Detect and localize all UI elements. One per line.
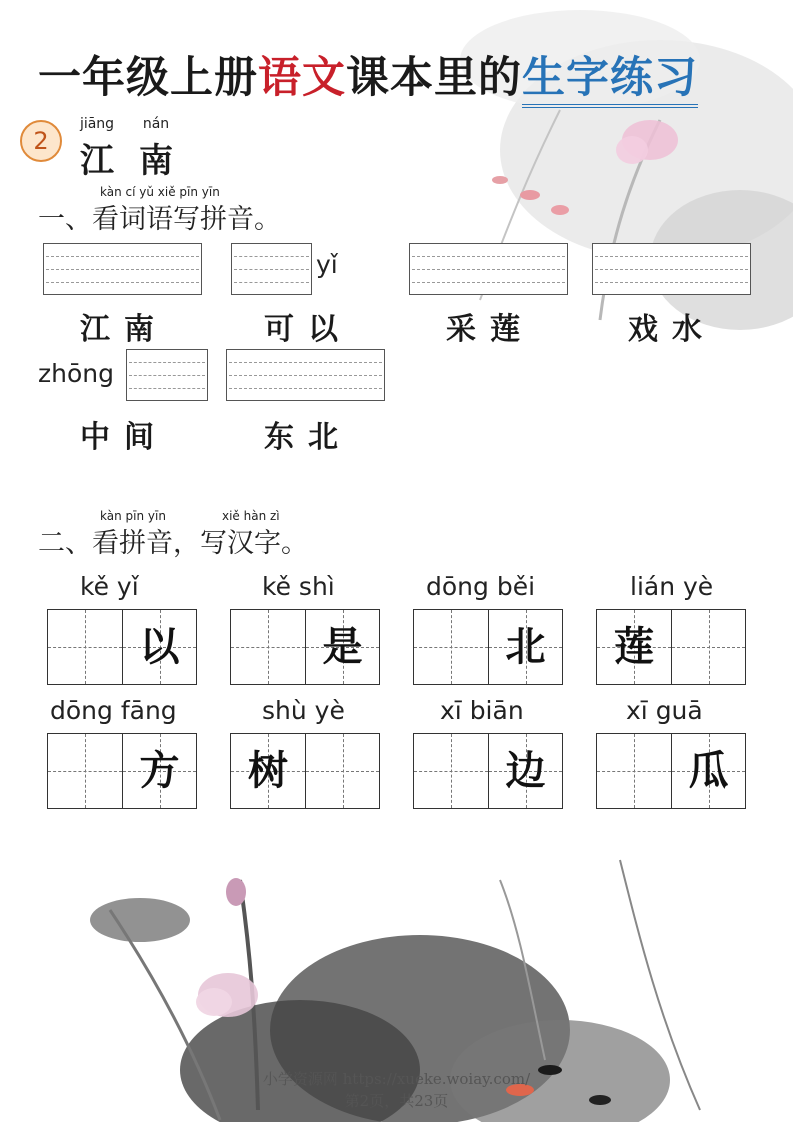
grid-char: 方	[139, 747, 180, 794]
section1-heading: 一、看词语写拼音。	[38, 204, 281, 235]
grid-char: 以	[139, 623, 180, 670]
page-title	[38, 44, 758, 104]
lesson-char-1: 江	[80, 141, 114, 181]
word-item: 江南	[80, 312, 168, 347]
grid-pinyin-label: kě shì	[262, 572, 335, 601]
grid-char: 莲	[614, 623, 654, 670]
section2-heading-pinyin-1: kàn pīn yīn	[100, 509, 166, 523]
word-item: 戏水	[628, 312, 716, 347]
pinyin-answer-box[interactable]	[409, 243, 568, 295]
tianzige-grid[interactable]	[596, 733, 746, 809]
title-part-1: 一年级上册	[38, 53, 258, 103]
grid-char	[231, 610, 305, 684]
grid-char	[414, 734, 488, 808]
title-part-4: 生字练习	[522, 52, 698, 108]
grid-char: 树	[248, 747, 288, 794]
tianzige-grid[interactable]	[413, 733, 563, 809]
pinyin-answer-box[interactable]	[226, 349, 385, 401]
page-footer	[0, 1068, 793, 1112]
tianzige-grid[interactable]	[596, 609, 746, 685]
pinyin-answer-box[interactable]	[43, 243, 202, 295]
grid-pinyin-label: kě yǐ	[80, 572, 139, 601]
grid-pinyin-label: xī biān	[440, 696, 524, 725]
title-part-3: 课本里的	[346, 53, 522, 103]
grid-pinyin-label: dōng fāng	[50, 696, 177, 725]
tianzige-grid[interactable]	[47, 609, 197, 685]
section2-heading: 二、看拼音，写汉字。	[38, 528, 308, 559]
lesson-char-2: 南	[139, 141, 173, 181]
section1-heading-pinyin: kàn cí yǔ xiě pīn yīn	[100, 185, 220, 199]
tianzige-grid[interactable]	[413, 609, 563, 685]
footer-source-link[interactable]: 小学资源网 https://xueke.woiay.com/	[262, 1070, 531, 1088]
section2-heading-pinyin-2: xiě hàn zì	[222, 509, 280, 523]
grid-char: 是	[322, 623, 363, 670]
grid-char	[48, 610, 122, 684]
grid-pinyin-label: lián yè	[630, 572, 714, 601]
word-item: 中间	[80, 420, 168, 455]
grid-char	[306, 734, 379, 808]
title-part-2: 语文	[258, 53, 346, 103]
lesson-pinyin-2: nán	[142, 116, 170, 132]
grid-char: 瓜	[688, 747, 729, 794]
tianzige-grid[interactable]	[230, 733, 380, 809]
lesson-number-badge: 2	[20, 120, 62, 162]
grid-pinyin-label: shù yè	[262, 696, 345, 725]
word-item: 东北	[264, 420, 352, 455]
pinyin-answer-box[interactable]	[126, 349, 208, 401]
grid-pinyin-label: xī guā	[626, 696, 703, 725]
word-item: 采莲	[446, 312, 534, 347]
pinyin-answer-box[interactable]	[231, 243, 312, 295]
grid-char	[672, 610, 745, 684]
grid-char	[597, 734, 671, 808]
lesson-pinyin-1: jiāng	[79, 116, 115, 132]
pinyin-answer-box[interactable]	[592, 243, 751, 295]
grid-char: 北	[505, 623, 546, 670]
grid-char	[48, 734, 122, 808]
grid-char	[414, 610, 488, 684]
tianzige-grid[interactable]	[230, 609, 380, 685]
tianzige-grid[interactable]	[47, 733, 197, 809]
word-item: 可以	[264, 312, 352, 347]
grid-char: 边	[505, 747, 546, 794]
footer-page-count: 第2页，共23页	[344, 1092, 449, 1110]
pinyin-hint-yi: yǐ	[316, 250, 338, 279]
grid-pinyin-label: dōng běi	[426, 572, 536, 601]
pinyin-hint-zhong: zhōng	[38, 359, 114, 388]
